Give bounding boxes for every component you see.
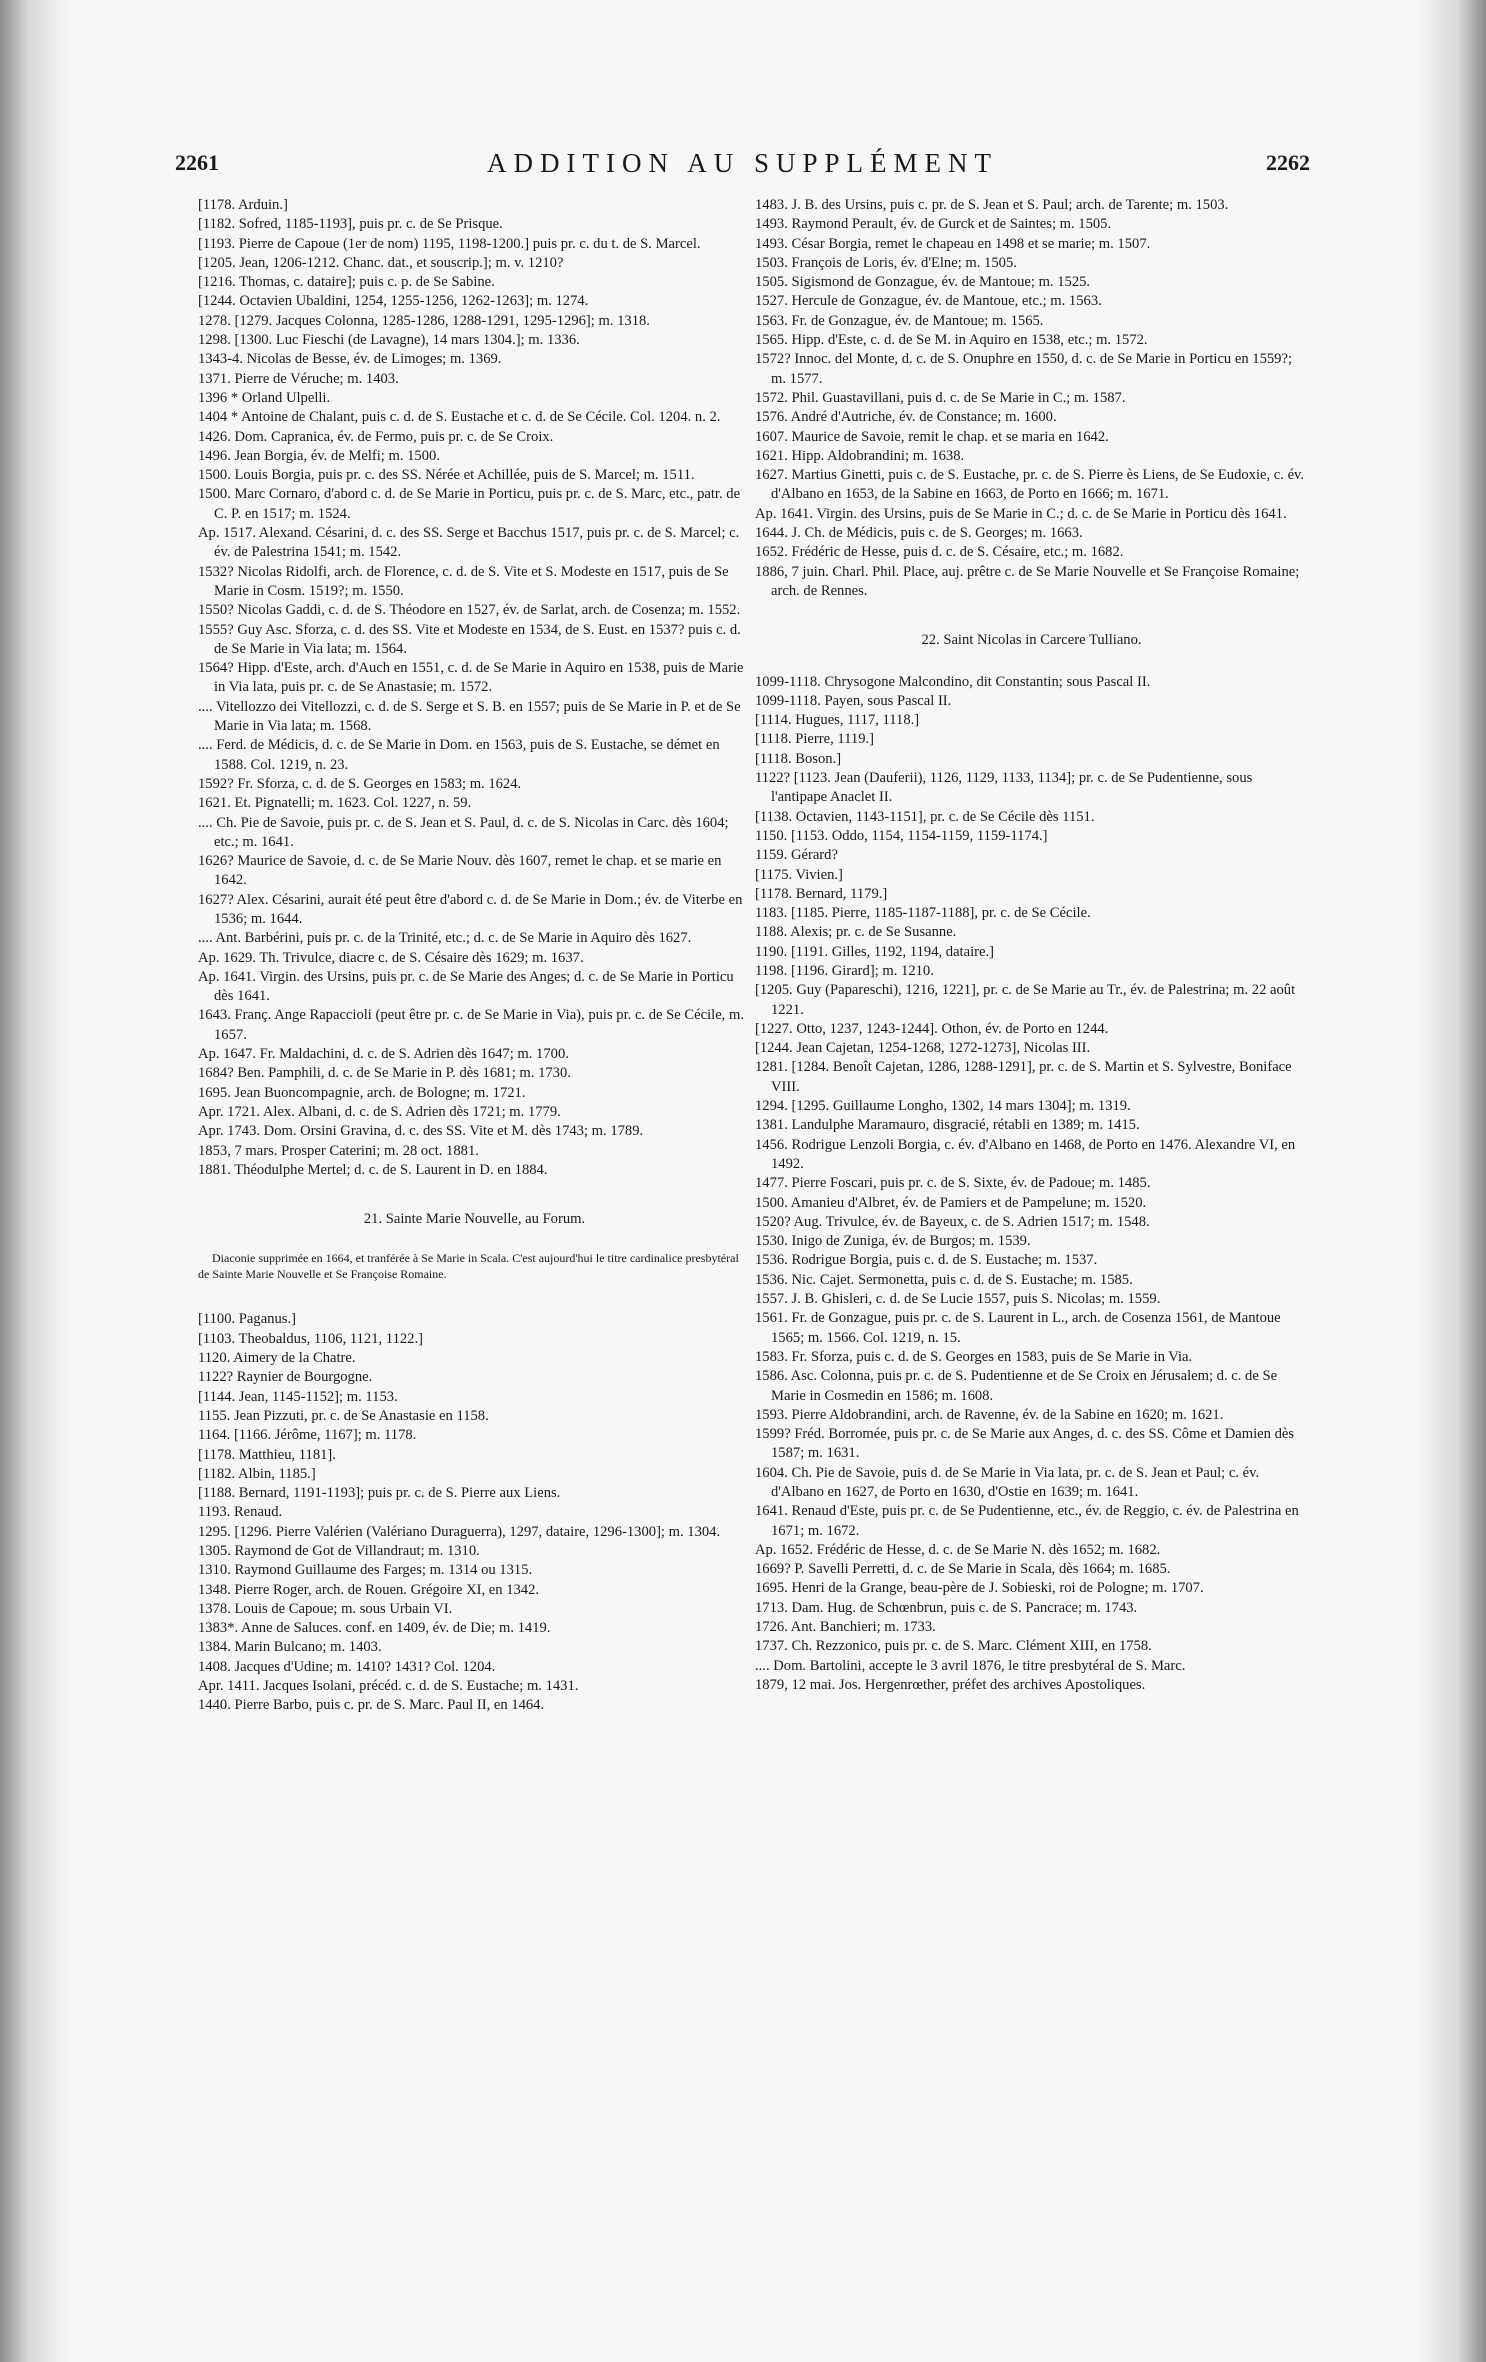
list-item: 1496. Jean Borgia, év. de Melfi; m. 1500.: [198, 447, 440, 464]
list-item: 1122? [1123. Jean (Dauferii), 1126, 1129, 1133, 1134]; pr. c. de Se Pudentienne, sous l'antipape Anaclet II.: [755, 770, 1253, 806]
list-item: 1384. Marin Bulcano; m. 1403.: [198, 1639, 382, 1656]
list-item: Ap. 1641. Virgin. des Ursins, puis pr. c. de Se Marie des Anges; d. c. de Se Marie in Porticu dès 1641.: [198, 968, 734, 1005]
list-item: 1593. Pierre Aldobrandini, arch. de Ravenne, év. de la Sabine en 1620; m. 1621.: [755, 1406, 1224, 1423]
list-item: 1456. Rodrigue Lenzoli Borgia, c. év. d'Albano en 1468, de Porto en 1476. Alexandre VI, en 1492.: [755, 1136, 1296, 1172]
list-item: 1607. Maurice de Savoie, remit le chap. et se maria en 1642.: [755, 428, 1109, 445]
list-item: 1520? Aug. Trivulce, év. de Bayeux, c. de S. Adrien 1517; m. 1548.: [755, 1213, 1150, 1230]
list-item: 1348. Pierre Roger, arch. de Rouen. Grégoire XI, en 1342.: [198, 1581, 540, 1598]
page-edge-right: [1416, 0, 1486, 2362]
list-item: 1644. J. Ch. de Médicis, puis c. de S. Georges; m. 1663.: [755, 525, 1083, 542]
list-item: 1627? Alex. Césarini, aurait été peut être d'abord c. d. de Se Marie in Dom.; év. de Viterbe en 1536; m. 1644.: [198, 891, 743, 927]
list-item: 1383*. Anne de Saluces. conf. en 1409, év. de Die; m. 1419.: [198, 1620, 551, 1637]
list-item: 1396 * Orland Ulpelli.: [198, 389, 331, 406]
section-22-title: 22. Saint Nicolas in Carcere Tulliano.: [921, 632, 1142, 649]
page-number-left: 2261: [175, 150, 219, 175]
list-item: [1227. Otto, 1237, 1243-1244]. Othon, év. de Porto en 1244.: [755, 1020, 1109, 1037]
list-item: 1564? Hipp. d'Este, arch. d'Auch en 1551, c. d. de Se Marie in Aquiro en 1538, puis de Marie in Via lata, puis pr. c. de Se Anastasie; m. 1572.: [198, 660, 744, 696]
list-item: [1118. Pierre, 1119.]: [755, 731, 875, 748]
list-item: 1381. Landulphe Maramauro, disgracié, rétabli en 1389; m. 1415.: [755, 1117, 1140, 1134]
list-item: 1295. [1296. Pierre Valérien (Valériano Duraguerra), 1297, dataire, 1296-1300]; m. 1304.: [198, 1523, 721, 1540]
list-item: 1726. Ant. Banchieri; m. 1733.: [755, 1619, 936, 1636]
section-22-entries: [755, 673, 1308, 1696]
list-item: 1627. Martius Ginetti, puis c. de S. Eustache, pr. c. de S. Pierre ès Liens, de Se Eudoxie, c. év. d'Albano en 1653, de la Sabine en 1663, de Porto en 1666; m. 1671.: [755, 467, 1305, 503]
list-item: Apr. 1721. Alex. Albani, d. c. de S. Adrien dès 1721; m. 1779.: [198, 1103, 561, 1120]
list-item: [1138. Octavien, 1143-1151], pr. c. de Se Cécile dès 1151.: [755, 808, 1095, 825]
list-item: [1144. Jean, 1145-1152]; m. 1153.: [198, 1388, 398, 1405]
list-item: 1371. Pierre de Véruche; m. 1403.: [198, 370, 399, 387]
list-item: Ap. 1641. Virgin. des Ursins, puis de Se Marie in C.; d. c. de Se Marie in Porticu dès 1641.: [755, 505, 1287, 522]
list-item: 1669? P. Savelli Perretti, d. c. de Se Marie in Scala, dès 1664; m. 1685.: [755, 1561, 1171, 1578]
left-column: [198, 196, 751, 1716]
list-item: 1278. [1279. Jacques Colonna, 1285-1286, 1288-1291, 1295-1296]; m. 1318.: [198, 312, 650, 329]
list-item: 1586. Asc. Colonna, puis pr. c. de S. Pudentienne et de Se Croix en Jérusalem; d. c. de Se Marie in Cosmedin en 1586; m. 1608.: [755, 1368, 1278, 1404]
list-item: 1886, 7 juin. Charl. Phil. Place, auj. prêtre c. de Se Marie Nouvelle et Se Françoise Romaine; arch. de Rennes.: [755, 563, 1300, 599]
list-item: 1572. Phil. Guastavillani, puis d. c. de Se Marie in C.; m. 1587.: [755, 389, 1126, 406]
list-item: [1182. Albin, 1185.]: [198, 1465, 316, 1482]
list-item: 1310. Raymond Guillaume des Farges; m. 1314 ou 1315.: [198, 1562, 533, 1579]
list-item: .... Ch. Pie de Savoie, puis pr. c. de S. Jean et S. Paul, d. c. de S. Nicolas in Carc. dès 1604; etc.; m. 1641.: [198, 814, 729, 850]
page-edge-left: [0, 0, 70, 2362]
list-item: [1188. Bernard, 1191-1193]; puis pr. c. de S. Pierre aux Liens.: [198, 1485, 561, 1502]
list-item: 1695. Jean Buoncompagnie, arch. de Bologne; m. 1721.: [198, 1084, 526, 1101]
list-item: 1477. Pierre Foscari, puis pr. c. de S. Sixte, év. de Padoue; m. 1485.: [755, 1175, 1151, 1192]
list-item: 1155. Jean Pizzuti, pr. c. de Se Anastasie en 1158.: [198, 1407, 489, 1424]
list-item: 1527. Hercule de Gonzague, év. de Mantoue, etc.; m. 1563.: [755, 293, 1102, 310]
list-item: 1563. Fr. de Gonzague, év. de Mantoue; m. 1565.: [755, 312, 1044, 329]
section-21-title: 21. Sainte Marie Nouvelle, au Forum.: [363, 1211, 586, 1228]
list-item: 1500. Amanieu d'Albret, év. de Pamiers et de Pampelune; m. 1520.: [755, 1194, 1147, 1211]
list-item: 1190. [1191. Gilles, 1192, 1194, dataire.]: [755, 943, 994, 960]
list-item: 1592? Fr. Sforza, c. d. de S. Georges en 1583; m. 1624.: [198, 775, 522, 792]
list-item: 1500. Louis Borgia, puis pr. c. des SS. Nérée et Achillée, puis de S. Marcel; m. 1511.: [198, 467, 695, 484]
list-item: 1164. [1166. Jérôme, 1167]; m. 1178.: [198, 1427, 417, 1444]
list-item: 1150. [1153. Oddo, 1154, 1154-1159, 1159-1174.]: [755, 827, 1048, 844]
list-item: Ap. 1629. Th. Trivulce, diacre c. de S. Césaire dès 1629; m. 1637.: [198, 949, 584, 966]
list-item: [1205. Guy (Papareschi), 1216, 1221], pr. c. de Se Marie au Tr., év. de Palestrina; m. 22 août 1221.: [755, 982, 1296, 1018]
list-item: 1426. Dom. Capranica, év. de Fermo, puis pr. c. de Se Croix.: [198, 428, 554, 445]
list-item: 1684? Ben. Pamphili, d. c. de Se Marie in P. dès 1681; m. 1730.: [198, 1065, 571, 1082]
list-item: 1550? Nicolas Gaddi, c. d. de S. Théodore en 1527, év. de Sarlat, arch. de Cosenza; m. 1552.: [198, 602, 741, 619]
list-item: 1294. [1295. Guillaume Longho, 1302, 14 mars 1304]; m. 1319.: [755, 1098, 1131, 1115]
list-item: 1879, 12 mai. Jos. Hergenrœther, préfet des archives Apostoliques.: [755, 1676, 1146, 1693]
list-item: 1298. [1300. Luc Fieschi (de Lavagne), 14 mars 1304.]; m. 1336.: [198, 332, 580, 349]
list-item: 1641. Renaud d'Este, puis pr. c. de Se Pudentienne, etc., év. de Reggio, c. év. de Palestrina en 1671; m. 1672.: [755, 1503, 1299, 1539]
list-item: 1122? Raynier de Bourgogne.: [198, 1369, 373, 1386]
page-header: [175, 148, 1310, 182]
list-item: 1493. Raymond Perault, év. de Gurck et de Saintes; m. 1505.: [755, 216, 1112, 233]
list-item: 1440. Pierre Barbo, puis c. pr. de S. Marc. Paul II, en 1464.: [198, 1697, 545, 1714]
list-item: [1178. Arduin.]: [198, 197, 288, 213]
list-item: [1100. Paganus.]: [198, 1311, 296, 1328]
list-item: .... Ferd. de Médicis, d. c. de Se Marie in Dom. en 1563, puis de S. Eustache, se démet en 1588. Col. 1219, n. 23.: [198, 737, 720, 773]
list-item: 1505. Sigismond de Gonzague, év. de Mantoue; m. 1525.: [755, 274, 1091, 291]
list-item: [1216. Thomas, c. dataire]; puis c. p. de Se Sabine.: [198, 274, 495, 291]
list-item: 1621. Hipp. Aldobrandini; m. 1638.: [755, 447, 965, 464]
list-item: 1536. Rodrigue Borgia, puis c. d. de S. Eustache; m. 1537.: [755, 1252, 1098, 1269]
list-item: Apr. 1743. Dom. Orsini Gravina, d. c. des SS. Vite et M. dès 1743; m. 1789.: [198, 1123, 644, 1140]
list-item: 1561. Fr. de Gonzague, puis pr. c. de S. Laurent in L., arch. de Cosenza 1561, de Mantoue 1565; m. 1566. Col. 1219, n. 15.: [755, 1310, 1281, 1346]
list-item: 1532? Nicolas Ridolfi, arch. de Florence, c. d. de S. Vite et S. Modeste en 1517, puis de Se Marie in Cosm. 1519?; m. 1550.: [198, 563, 729, 599]
list-item: [1244. Octavien Ubaldini, 1254, 1255-1256, 1262-1263]; m. 1274.: [198, 293, 589, 310]
list-item: 1281. [1284. Benoît Cajetan, 1286, 1288-1291], pr. c. de S. Martin et S. Sylvestre, Boniface VIII.: [755, 1059, 1292, 1095]
list-item: 1583. Fr. Sforza, puis c. d. de S. Georges en 1583, puis de Se Marie in Via.: [755, 1348, 1193, 1365]
list-item: [1205. Jean, 1206-1212. Chanc. dat., et souscrip.]; m. v. 1210?: [198, 254, 564, 271]
list-item: 1695. Henri de la Grange, beau-père de J. Sobieski, roi de Pologne; m. 1707.: [755, 1580, 1204, 1597]
list-item: 1408. Jacques d'Udine; m. 1410? 1431? Col. 1204.: [198, 1658, 496, 1675]
list-item: 1493. César Borgia, remet le chapeau en 1498 et se marie; m. 1507.: [755, 235, 1151, 252]
list-item: 1503. François de Loris, év. d'Elne; m. 1505.: [755, 254, 1017, 271]
list-item: .... Vitellozzo dei Vitellozzi, c. d. de S. Serge et S. B. en 1557; puis de Se Marie in P. et de Se Marie in Via lata; m. 1568.: [198, 698, 741, 735]
list-item: Ap. 1517. Alexand. Césarini, d. c. des SS. Serge et Bacchus 1517, puis pr. c. de S. Marcel; c. év. de Palestrina 1541; m. 1542.: [198, 525, 740, 561]
list-item: 1343-4. Nicolas de Besse, év. de Limoges; m. 1369.: [198, 351, 502, 368]
list-item: 1604. Ch. Pie de Savoie, puis d. de Se Marie in Via lata, pr. c. de S. Jean et Paul; c. év. d'Albano en 1627, de Porto en 1630, d'Ostie en 1639; m. 1641.: [755, 1464, 1260, 1500]
list-item: 1713. Dam. Hug. de Schœnbrun, puis c. de S. Pancrace; m. 1743.: [755, 1599, 1138, 1616]
list-item: Ap. 1652. Frédéric de Hesse, d. c. de Se Marie N. dès 1652; m. 1682.: [755, 1541, 1161, 1558]
list-item: 1378. Louis de Capoue; m. sous Urbain VI.: [198, 1600, 453, 1617]
list-item: 1626? Maurice de Savoie, d. c. de Se Marie Nouv. dès 1607, remet le chap. et se marie en 1642.: [198, 853, 722, 889]
list-item: Ap. 1647. Fr. Maldachini, d. c. de S. Adrien dès 1647; m. 1700.: [198, 1046, 569, 1063]
list-item: [1118. Boson.]: [755, 750, 842, 767]
list-item: .... Dom. Bartolini, accepte le 3 avril 1876, le titre presbytéral de S. Marc.: [755, 1657, 1186, 1674]
list-item: 1193. Renaud.: [198, 1504, 283, 1521]
list-item: [1103. Theobaldus, 1106, 1121, 1122.]: [198, 1330, 423, 1347]
section-21-entries: [198, 1310, 751, 1715]
list-item: [1193. Pierre de Capoue (1er de nom) 1195, 1198-1200.] puis pr. c. du t. de S. Marcel.: [198, 235, 701, 252]
left-entries: [198, 196, 751, 1180]
list-item: [1244. Jean Cajetan, 1254-1268, 1272-1273], Nicolas III.: [755, 1040, 1091, 1057]
list-item: 1404 * Antoine de Chalant, puis c. d. de S. Eustache et c. d. de Se Cécile. Col. 1204. n. 2.: [198, 409, 721, 426]
list-item: 1198. [1196. Girard]; m. 1210.: [755, 962, 934, 979]
list-item: [1178. Bernard, 1179.]: [755, 885, 888, 902]
list-item: 1881. Théodulphe Mertel; d. c. de S. Laurent in D. en 1884.: [198, 1161, 548, 1178]
list-item: 1099-1118. Payen, sous Pascal II.: [755, 692, 952, 709]
list-item: 1530. Inigo de Zuniga, év. de Burgos; m. 1539.: [755, 1233, 1031, 1250]
list-item: 1555? Guy Asc. Sforza, c. d. des SS. Vite et Modeste en 1534, de S. Eust. en 1537? puis c. d. de Se Marie in Via lata; m. 1564.: [198, 621, 741, 657]
list-item: 1652. Frédéric de Hesse, puis d. c. de S. Césaire, etc.; m. 1682.: [755, 544, 1124, 561]
list-item: 1159. Gérard?: [755, 847, 838, 864]
list-item: 1576. André d'Autriche, év. de Constance; m. 1600.: [755, 409, 1057, 426]
list-item: 1599? Fréd. Borromée, puis pr. c. de Se Marie aux Anges, d. c. des SS. Côme et Damien dès 1587; m. 1631.: [755, 1426, 1295, 1462]
page-number-right: 2262: [1266, 150, 1310, 175]
list-item: 1737. Ch. Rezzonico, puis pr. c. de S. Marc. Clément XIII, en 1758.: [755, 1638, 1152, 1655]
list-item: 1621. Et. Pignatelli; m. 1623. Col. 1227, n. 59.: [198, 795, 472, 812]
list-item: [1182. Sofred, 1185-1193], puis pr. c. de Se Prisque.: [198, 216, 503, 233]
list-item: 1188. Alexis; pr. c. de Se Susanne.: [755, 924, 957, 941]
right-entries: [755, 196, 1308, 601]
list-item: .... Ant. Barbérini, puis pr. c. de la Trinité, etc.; d. c. de Se Marie in Aquiro dès 1627.: [198, 930, 692, 947]
list-item: 1853, 7 mars. Prosper Caterini; m. 28 oct. 1881.: [198, 1142, 479, 1159]
list-item: 1536. Nic. Cajet. Sermonetta, puis c. d. de S. Eustache; m. 1585.: [755, 1271, 1133, 1288]
list-item: 1565. Hipp. d'Este, c. d. de Se M. in Aquiro en 1538, etc.; m. 1572.: [755, 332, 1148, 349]
list-item: 1099-1118. Chrysogone Malcondino, dit Constantin; sous Pascal II.: [755, 673, 1151, 690]
list-item: 1305. Raymond de Got de Villandraut; m. 1310.: [198, 1543, 480, 1559]
list-item: 1183. [1185. Pierre, 1185-1187-1188], pr. c. de Se Cécile.: [755, 905, 1091, 922]
right-column: [755, 196, 1308, 1695]
section-21-note: Diaconie supprimée en 1664, et tranférée à Se Marie in Scala. C'est aujourd'hui le titre cardinalice presbytéral de Sainte Marie Nouvelle et Se Françoise Romaine.: [198, 1251, 739, 1281]
list-item: [1114. Hugues, 1117, 1118.]: [755, 712, 920, 729]
list-item: 1572? Innoc. del Monte, d. c. de S. Onuphre en 1550, d. c. de Se Marie in Porticu en 1559?; m. 1577.: [755, 351, 1293, 387]
list-item: Apr. 1411. Jacques Isolani, précéd. c. d. de S. Eustache; m. 1431.: [198, 1678, 579, 1695]
list-item: 1500. Marc Cornaro, d'abord c. d. de Se Marie in Porticu, puis pr. c. de S. Marc, etc., patr. de C. P. en 1517; m. 1524.: [198, 486, 741, 522]
list-item: 1120. Aimery de la Chatre.: [198, 1350, 356, 1367]
list-item: [1175. Vivien.]: [755, 866, 843, 883]
list-item: 1643. Franç. Ange Rapaccioli (peut être pr. c. de Se Marie in Via), puis pr. c. de Se Cécile, m. 1657.: [198, 1007, 744, 1043]
list-item: 1483. J. B. des Ursins, puis c. pr. de S. Jean et S. Paul; arch. de Tarente; m. 1503.: [755, 197, 1229, 213]
list-item: [1178. Matthieu, 1181].: [198, 1446, 336, 1463]
running-title: ADDITION AU SUPPLÉMENT: [487, 148, 998, 178]
list-item: 1557. J. B. Ghisleri, c. d. de Se Lucie 1557, puis S. Nicolas; m. 1559.: [755, 1291, 1161, 1308]
